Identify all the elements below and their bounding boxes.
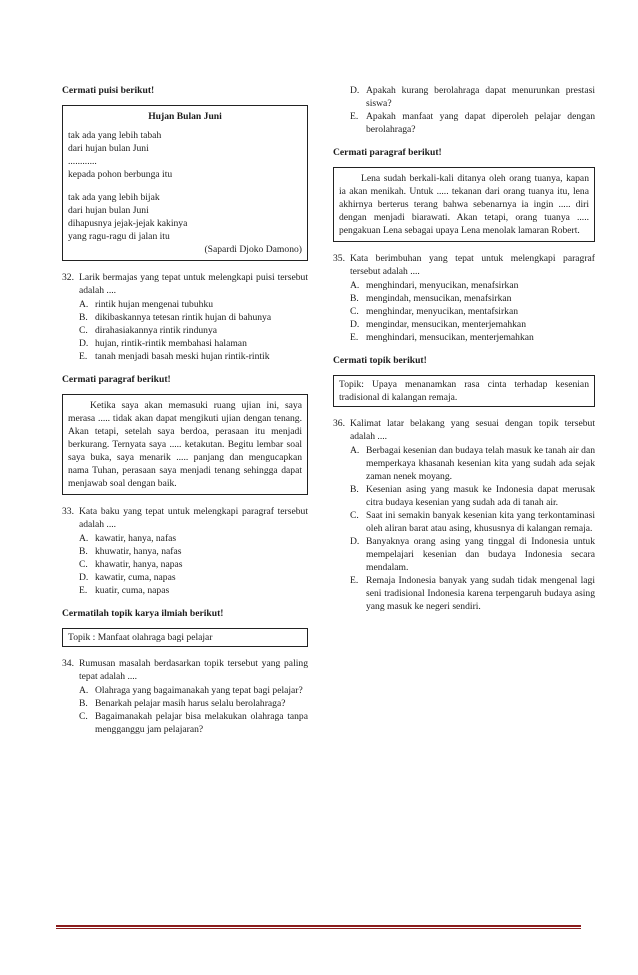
option-letter: B. bbox=[350, 293, 359, 304]
option-letter: D. bbox=[350, 85, 360, 96]
question-text: Rumusan masalah berdasarkan topik tersebut yang paling tepat adalah .... bbox=[79, 658, 308, 682]
option-b[interactable] bbox=[350, 483, 595, 509]
question-text: Kata baku yang tepat untuk melengkapi paragraf tersebut adalah .... bbox=[79, 506, 308, 530]
option-letter: B. bbox=[79, 312, 88, 323]
heading-cermati-puisi: Cermati puisi berikut! bbox=[62, 85, 155, 96]
option-letter: C. bbox=[79, 711, 88, 722]
option-text: dirahasiakannya rintik rindunya bbox=[95, 325, 218, 336]
option-c[interactable] bbox=[79, 558, 308, 571]
poem-box bbox=[62, 105, 308, 261]
option-text: Benarkah pelajar masih harus selalu berolahraga? bbox=[95, 698, 286, 709]
option-letter: A. bbox=[350, 280, 360, 291]
question-34-options bbox=[62, 684, 308, 736]
heading-cermati-paragraf: Cermati paragraf berikut! bbox=[333, 147, 442, 158]
question-number: 33. bbox=[62, 506, 74, 517]
option-text: Saat ini semakin banyak kesenian kita yang terkontaminasi oleh aliran barat atau asing, khususnya di kalangan remaja. bbox=[366, 510, 595, 534]
option-a[interactable] bbox=[79, 532, 308, 545]
poem-line: dari hujan bulan Juni bbox=[68, 143, 149, 154]
option-letter: B. bbox=[350, 484, 359, 495]
poem-line: tak ada yang lebih bijak bbox=[68, 192, 160, 203]
option-letter: C. bbox=[79, 559, 88, 570]
option-d[interactable] bbox=[350, 318, 595, 331]
footer-divider bbox=[56, 925, 581, 929]
question-32 bbox=[62, 271, 308, 297]
question-number: 35. bbox=[333, 253, 345, 264]
option-text: kawatir, cuma, napas bbox=[95, 572, 176, 583]
option-b[interactable] bbox=[79, 697, 308, 710]
question-number: 32. bbox=[62, 272, 74, 283]
option-letter: A. bbox=[79, 533, 89, 544]
option-c[interactable] bbox=[350, 305, 595, 318]
paragraph-text: Ketika saya akan memasuki ruang ujian ini, saya merasa ..... tidak akan dapat mengikuti ujian dengan tenang. Akan tetapi, setelah saya berdoa, perasaan itu menjadi berkurang. Ternyata saya ..... ketakutan. Begitu lembar soal saya buka, saya menarik ..... panjang dan mengucapkan nama Tuhan, perasaan saya menjadi tenang sehingga dapat menjawab soal dengan baik. bbox=[68, 400, 302, 489]
option-letter: E. bbox=[350, 332, 359, 343]
option-letter: E. bbox=[79, 585, 88, 596]
option-text: Banyaknya orang asing yang tinggal di Indonesia untuk mempelajari kesenian dan budaya Indonesia secara mendalam. bbox=[366, 536, 595, 573]
question-text: Kalimat latar belakang yang sesuai dengan topik tersebut adalah .... bbox=[350, 418, 595, 442]
option-e[interactable] bbox=[79, 350, 308, 363]
poem-line: ............ bbox=[68, 156, 97, 167]
poem-title: Hujan Bulan Juni bbox=[148, 111, 222, 122]
question-text: Larik bermajas yang tepat untuk melengkapi puisi tersebut adalah .... bbox=[79, 272, 308, 296]
option-text: tanah menjadi basah meski hujan rintik-rintik bbox=[95, 351, 270, 362]
option-text: Olahraga yang bagaimanakah yang tepat bagi pelajar? bbox=[95, 685, 303, 696]
option-text: Apakah manfaat yang dapat diperoleh pelajar dengan berolahraga? bbox=[366, 111, 595, 135]
question-35-options bbox=[333, 279, 595, 344]
poem-credit: (Sapardi Djoko Damono) bbox=[204, 244, 302, 255]
option-letter: B. bbox=[79, 698, 88, 709]
option-d[interactable] bbox=[79, 571, 308, 584]
option-letter: C. bbox=[350, 510, 359, 521]
option-c[interactable] bbox=[79, 710, 308, 736]
option-text: menghindar, menyucikan, mentafsirkan bbox=[366, 306, 519, 317]
option-letter: E. bbox=[79, 351, 88, 362]
option-text: Remaja Indonesia banyak yang sudah tidak mengenal lagi seni tradisional Indonesia karena terpengaruh budaya asing yang masuk ke negeri sendiri. bbox=[366, 575, 595, 612]
right-column bbox=[333, 84, 595, 623]
option-letter: D. bbox=[79, 338, 89, 349]
paragraph-box bbox=[62, 394, 308, 495]
option-text: dikibaskannya tetesan rintik hujan di bahunya bbox=[95, 312, 272, 323]
option-letter: C. bbox=[350, 306, 359, 317]
option-text: hujan, rintik-rintik membahasi halaman bbox=[95, 338, 247, 349]
poem-line: dihapusnya jejak-jejak kakinya bbox=[68, 218, 188, 229]
option-text: menghindari, menyucikan, menafsirkan bbox=[366, 280, 519, 291]
option-text: Bagaimanakah pelajar bisa melakukan olahraga tanpa mengganggu jam pelajaran? bbox=[95, 711, 308, 735]
left-column bbox=[62, 84, 308, 746]
poem-line: dari hujan bulan Juni bbox=[68, 205, 149, 216]
question-34-options-continued bbox=[333, 84, 595, 136]
option-a[interactable] bbox=[79, 684, 308, 697]
option-letter: B. bbox=[79, 546, 88, 557]
option-text: mengindah, mensucikan, menafsirkan bbox=[366, 293, 512, 304]
option-text: kuatir, cuma, napas bbox=[95, 585, 170, 596]
option-letter: D. bbox=[79, 572, 89, 583]
question-number: 34. bbox=[62, 658, 74, 669]
option-b[interactable] bbox=[79, 311, 308, 324]
paragraph-box bbox=[333, 167, 595, 242]
option-letter: A. bbox=[79, 685, 89, 696]
question-36-options bbox=[333, 444, 595, 613]
question-35 bbox=[333, 252, 595, 278]
option-e[interactable] bbox=[79, 584, 308, 597]
question-36 bbox=[333, 417, 595, 443]
option-b[interactable] bbox=[79, 545, 308, 558]
option-d[interactable] bbox=[350, 84, 595, 110]
option-c[interactable] bbox=[79, 324, 308, 337]
heading-cermati-topik-karya: Cermatilah topik karya ilmiah berikut! bbox=[62, 608, 224, 619]
poem-line: kepada pohon berbunga itu bbox=[68, 169, 173, 180]
option-letter: A. bbox=[79, 299, 89, 310]
question-33-options bbox=[62, 532, 308, 597]
question-number: 36. bbox=[333, 418, 345, 429]
option-e[interactable] bbox=[350, 574, 595, 613]
option-letter: D. bbox=[350, 536, 360, 547]
question-34 bbox=[62, 657, 308, 683]
option-a[interactable] bbox=[350, 444, 595, 483]
option-text: khuwatir, hanya, nafas bbox=[95, 546, 182, 557]
option-b[interactable] bbox=[350, 292, 595, 305]
option-d[interactable] bbox=[350, 535, 595, 574]
topic-box: Topik : Manfaat olahraga bagi pelajar bbox=[62, 628, 308, 647]
option-text: mengindar, mensucikan, menterjemahkan bbox=[366, 319, 526, 330]
option-text: rintik hujan mengenai tubuhku bbox=[95, 299, 214, 310]
option-a[interactable] bbox=[79, 298, 308, 311]
option-e[interactable] bbox=[350, 110, 595, 136]
option-letter: A. bbox=[350, 445, 360, 456]
poem-line: tak ada yang lebih tabah bbox=[68, 130, 162, 141]
option-letter: C. bbox=[79, 325, 88, 336]
option-text: menghindari, mensucikan, menterjemahkan bbox=[366, 332, 534, 343]
question-33 bbox=[62, 505, 308, 531]
option-text: Apakah kurang berolahraga dapat menurunkan prestasi siswa? bbox=[366, 85, 595, 109]
poem-line: yang ragu-ragu di jalan itu bbox=[68, 231, 170, 242]
option-e[interactable] bbox=[350, 331, 595, 344]
paragraph-text: Lena sudah berkali-kali ditanya oleh orang tuanya, kapan ia akan menikah. Untuk ..... tekanan dari orang tuanya itu, lena akhirnya berterus terang bahwa sebenarnya ia ingin ..... diri dengan menjadi biarawati. Akan tetapi, orang tuanya ..... pengakuan Lena sebagai upaya Lena menolak lamaran Robert. bbox=[339, 173, 589, 236]
option-text: Berbagai kesenian dan budaya telah masuk ke tanah air dan memperkaya khasanah kesenian kita yang sudah ada sejak zaman nenek moyang. bbox=[366, 445, 595, 482]
option-c[interactable] bbox=[350, 509, 595, 535]
option-letter: E. bbox=[350, 111, 359, 122]
option-a[interactable] bbox=[350, 279, 595, 292]
option-letter: E. bbox=[350, 575, 359, 586]
option-d[interactable] bbox=[79, 337, 308, 350]
option-text: kawatir, hanya, nafas bbox=[95, 533, 177, 544]
heading-cermati-topik: Cermati topik berikut! bbox=[333, 355, 427, 366]
option-text: Kesenian asing yang masuk ke Indonesia dapat merusak citra budaya kesenian yang sudah ada di tanah air. bbox=[366, 484, 595, 508]
heading-cermati-paragraf: Cermati paragraf berikut! bbox=[62, 374, 171, 385]
topic-box: Topik: Upaya menanamkan rasa cinta terhadap kesenian tradisional di kalangan remaja. bbox=[333, 375, 595, 407]
option-text: khawatir, hanya, napas bbox=[95, 559, 183, 570]
option-letter: D. bbox=[350, 319, 360, 330]
question-32-options bbox=[62, 298, 308, 363]
question-text: Kata berimbuhan yang tepat untuk melengkapi paragraf tersebut adalah .... bbox=[350, 253, 595, 277]
